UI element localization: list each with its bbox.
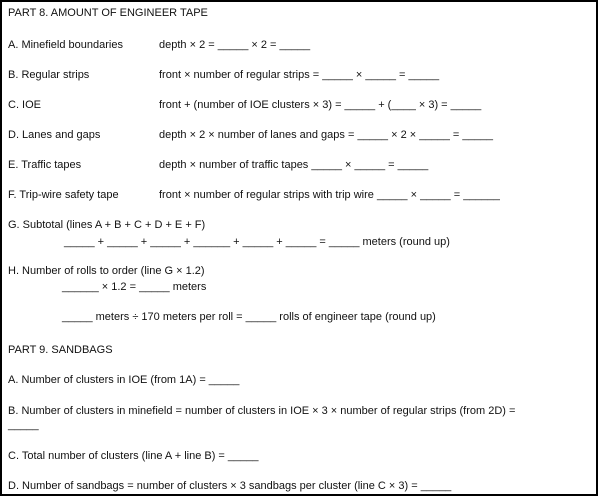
- row-d-formula: depth × 2 × number of lanes and gaps = _____ × 2 × _____ = _____: [159, 129, 493, 141]
- part9-row-b-line-1: B. Number of clusters in minefield = number of clusters in IOE × 3 × number of regular strips (from 2D) =: [8, 405, 516, 417]
- row-h-formula-2: _____ meters ÷ 170 meters per roll = _____ rolls of engineer tape (round up): [62, 311, 436, 323]
- row-c-formula: front + (number of IOE clusters × 3) = _____ + (____ × 3) = _____: [159, 99, 482, 111]
- part9-title: PART 9. SANDBAGS: [8, 344, 113, 356]
- part8-title: PART 8. AMOUNT OF ENGINEER TAPE: [8, 7, 208, 19]
- row-a-label: A. Minefield boundaries: [8, 39, 123, 51]
- row-h-label: H. Number of rolls to order (line G × 1.2): [8, 265, 205, 277]
- row-e-label: E. Traffic tapes: [8, 159, 82, 171]
- part9-row-b-line-2: _____: [8, 419, 39, 431]
- row-b-formula: front × number of regular strips = _____ × _____ = _____: [159, 69, 440, 81]
- part9-row-a: A. Number of clusters in IOE (from 1A) = _____: [8, 374, 240, 386]
- row-h-formula-1: ______ × 1.2 = _____ meters: [62, 281, 207, 293]
- row-f-label: F. Trip-wire safety tape: [8, 189, 119, 201]
- row-g-label: G. Subtotal (lines A + B + C + D + E + F): [8, 219, 206, 231]
- row-e-formula: depth × number of traffic tapes _____ × _____ = _____: [159, 159, 429, 171]
- part9-row-c: C. Total number of clusters (line A + line B) = _____: [8, 450, 259, 462]
- row-c-label: C. IOE: [8, 99, 42, 111]
- part9-row-d: D. Number of sandbags = number of clusters × 3 sandbags per cluster (line C × 3) = _____: [8, 480, 452, 492]
- row-g-formula: _____ + _____ + _____ + ______ + _____ + _____ = _____ meters (round up): [64, 236, 450, 248]
- row-b-label: B. Regular strips: [8, 69, 90, 81]
- row-d-label: D. Lanes and gaps: [8, 129, 101, 141]
- row-f-formula: front × number of regular strips with trip wire _____ × _____ = ______: [159, 189, 500, 201]
- row-a-formula: depth × 2 = _____ × 2 = _____: [159, 39, 311, 51]
